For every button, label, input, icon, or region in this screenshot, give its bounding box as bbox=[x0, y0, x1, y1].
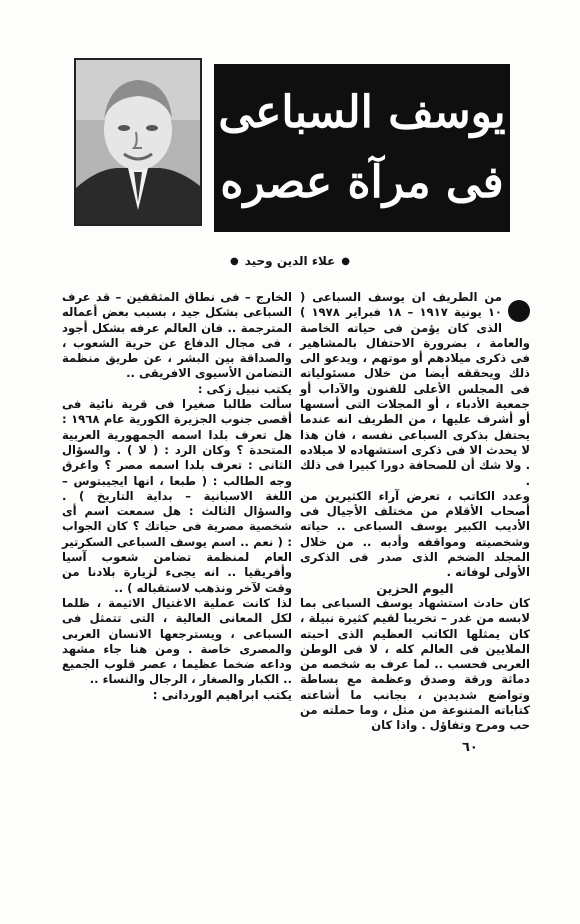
article-column-right bbox=[300, 290, 530, 734]
bullet-icon: ● bbox=[229, 255, 239, 267]
author-name: علاء الدين وحيد bbox=[244, 254, 336, 268]
article-title-box bbox=[214, 64, 510, 232]
paragraph: سألت طالبا صغيرا فى قرية نائية فى أقصى جنوب الجزيرة الكورية عام ١٩٦٨ : هل تعرف بلدا اسمه الجمهورية العربية المتحدة ؟ وكان الرد : ( لا ) . والسؤال الثانى : تعرف بلدا اسمه مصر ؟ واغرق وجه الطالب : ( طبعا ، انها ايجيبتوس – اللغة الاسبانية – بداية التاريخ ) . والسؤال الثالث : هل سمعت اسم أى شخصية مصرية فى حياتك ؟ كان الجواب : ( نعم .. اسم يوسف السباعى السكرتير العام لمنظمة تضامن شعوب آسيا وأفريقيا .. انه يجىء لزيارة بلادنا من وقت لآخر ونذهب لاستقباله ) .. bbox=[62, 397, 292, 595]
page-number: ٦٠ bbox=[462, 740, 478, 755]
paragraph: من الطريف ان يوسف السباعى ( ١٠ يونية ١٩١٧ – ١٨ فبراير ١٩٧٨ ) الذى كان يؤمن فى حياته الخاصة والعامة ، بضرورة الاحتفال بالمشاهير فى ذكرى ميلادهم أو موتهم ، ويدعو الى ذلك ويحققه أيضا من خلال مسئولياته فى المجلس الأعلى للفنون والآداب أو جمعية الأدباء ، أو المجلات التى أسسها أو أشرف عليها ، من الطريف انه عندما يحتفل بذكرى السباعى نفسه ، فان هذا لا يحدث الا فى ذكرى استشهاده لا ميلاده . ولا شك أن للصحافة دورا كبيرا فى ذلك . bbox=[300, 290, 530, 488]
portrait-image bbox=[76, 60, 200, 224]
bullet-icon: ● bbox=[341, 255, 351, 267]
article-column-left bbox=[62, 290, 292, 703]
paragraph: كان حادث استشهاد يوسف السباعى بما لابسه من غدر – تخريبا لقيم كثيرة نبيلة ، كان يمثلها الكاتب العظيم الذى احبته الملايين فى العالم كله ، لا فى الوطن العربى فحسب .. لما عرف به شخصه من دماثة ورقة وصدق وعظمة مع بساطة وتواضع شديدين ، بجانب ما أشاعته كتاباته المتنوعة من مثل ، وما حملته من حب ومرح وتفاؤل . واذا كان bbox=[300, 595, 530, 733]
signature-line: يكتب ابراهيم الوردانى : bbox=[152, 687, 292, 702]
paragraph: وعدد الكاتب ، تعرض آراء الكثيرين من أصحاب الأقلام من مختلف الأجيال فى الأديب الكبير يوسف السباعى .. حياته وشخصيته ومواقفه وأدبه .. من خلال المجلد الضخم الذى صدر فى الذكرى الأولى لوفاته . bbox=[300, 488, 530, 580]
article-title-line-1: يوسف السباعى bbox=[218, 87, 506, 138]
paragraph: يكتب نبيل زكى : bbox=[197, 381, 292, 396]
paragraph: الخارج – فى نطاق المثقفين – قد عرف السباعى بشكل جيد ، بسبب بعض أعماله المترجمة .. فان العالم عرفه بشكل أجود ، فى مجال الدفاع عن حرية الشعوب ، والصداقة بين البشر ، عن طريق منظمة التضامن الأسيوى الافريقى .. bbox=[62, 290, 292, 381]
section-subheading: اليوم الحزين bbox=[376, 580, 454, 596]
byline bbox=[190, 250, 390, 272]
article-title-line-2: فى مرآة عصره bbox=[220, 157, 504, 208]
author-portrait bbox=[74, 58, 202, 226]
paragraph: لذا كانت عملية الاغتيال الاثيمة ، ظلما لكل المعانى العالية ، التى تتمثل فى السباعى ، ويسترجعها الانسان العربى والمصرى خاصة . ومن هنا جاء مشهد وداعه ضخما عظيما ، عصر قلوب الجميع .. الكبار والصغار ، الرجال والنساء .. bbox=[62, 595, 292, 687]
paragraph-marker-icon bbox=[508, 300, 530, 322]
